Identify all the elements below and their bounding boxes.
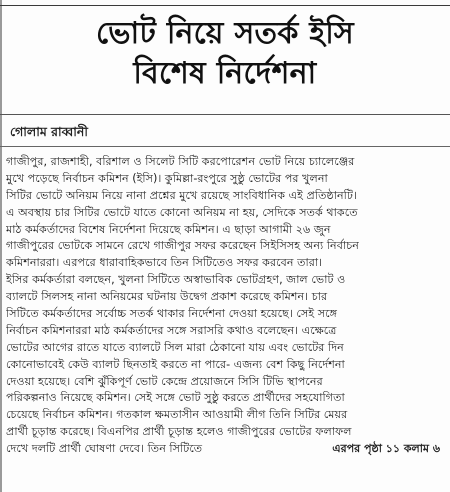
body-line: গাজীপুর, রাজশাহী, বরিশাল ও সিলেট সিটি করপোরেশন ভোট নিয়ে চ্যালেঞ্জের [6,155,355,168]
body-line: মাঠ কর্মকর্তাদের বিশেষ নির্দেশনা দিয়েছে কমিশন। এ ছাড়া আগামী ২৬ জুন [6,222,331,236]
body-line: ভোটের আগের রাতে যাতে ব্যালটে সিল মারা ঠেকানো যায় এবং ভোটের দিন [6,340,344,354]
body-line: কোনোভাবেই কেউ ব্যালট ছিনতাই করতে না পারে- এজন্য বেশ কিছু নির্দেশনা [6,357,345,371]
top-rule [0,5,450,6]
body-line: দেখে দলটি প্রার্থী ঘোষণা দেবে। তিন সিটিতে [6,442,203,456]
body-line: কমিশনাররা। এরপরে ধারাবাহিকভাবে তিন সিটিতেও সফর করবেন তারা। [6,256,323,270]
article-body [6,154,446,458]
body-line: দেওয়া হয়েছে। বেশি ঝুঁকিপূর্ণ ভোট কেন্দ্রে প্রয়োজনে সিসি টিভি স্থাপনের [6,374,323,388]
body-line: এ অবস্থায় চার সিটির ভোটে যাতে কোনো অনিয়ম না হয়, সেদিকে সতর্ক থাকতে [6,205,358,219]
body-line: ইসির কর্মকর্তারা বলছেন, খুলনা সিটিতে অস্বাভাবিক ভোটগ্রহণ, জাল ভোট ও [6,273,346,287]
headline [0,14,450,94]
body-line: পরিকল্পনাও নিয়েছে কমিশন। সেই সঙ্গে ভোট সুষ্ঠু করতে প্রার্থীদের সহযোগিতা [6,391,345,405]
body-line: সিটিতে কর্মকর্তাদের সর্বোচ্চ সতর্ক থাকার নির্দেশনা দেওয়া হয়েছে। সেই সঙ্গে [6,307,338,321]
byline-rule [0,146,450,147]
body-line: চেয়েছে নির্বাচন কমিশন। গতকাল ক্ষমতাসীন আওয়ামী লীগ তিনি সিটির মেয়র [6,408,348,422]
headline-rule [0,114,450,115]
body-line: সিটির ভোটে অনিয়ম নিয়ে নানা প্রশ্নের মুখে রয়েছে সাংবিধানিক এই প্রতিষ্ঠানটি। [6,188,357,202]
body-line: ব্যালটে সিলসহ নানা অনিয়মের ঘটনায় উদ্বেগ প্রকাশ করেছে কমিশন। চার [6,290,328,304]
continuation-note: এরপর পৃষ্ঠা ১১ কলাম ৬ [328,441,440,458]
body-line: মুখে পড়েছে নির্বাচন কমিশন (ইসি)। কুমিল্লা-রংপুরে সুষ্ঠু ভোটের পর খুলনা [6,171,328,185]
byline: গোলাম রাব্বানী [10,124,88,139]
body-line: নির্বাচন কমিশনাররা মাঠ কর্মকর্তাদের সঙ্গে সরাসরি কথাও বলেছেন। এক্ষেত্রে [6,323,337,337]
body-last-line [6,441,446,458]
headline-line-1: ভোট নিয়ে সতর্ক ইসি [95,16,355,51]
body-line: প্রার্থী চূড়ান্ত করেছে। বিএনপির প্রার্থী চূড়ান্ত হলেও গাজীপুরের ভোটের ফলাফল [6,425,352,439]
body-line: গাজীপুরের ভোটকে সামনে রেখে গাজীপুর সফর করেছেন সিইসিসহ অন্য নির্বাচন [6,239,359,253]
headline-line-2: বিশেষ নির্দেশনা [133,56,317,91]
